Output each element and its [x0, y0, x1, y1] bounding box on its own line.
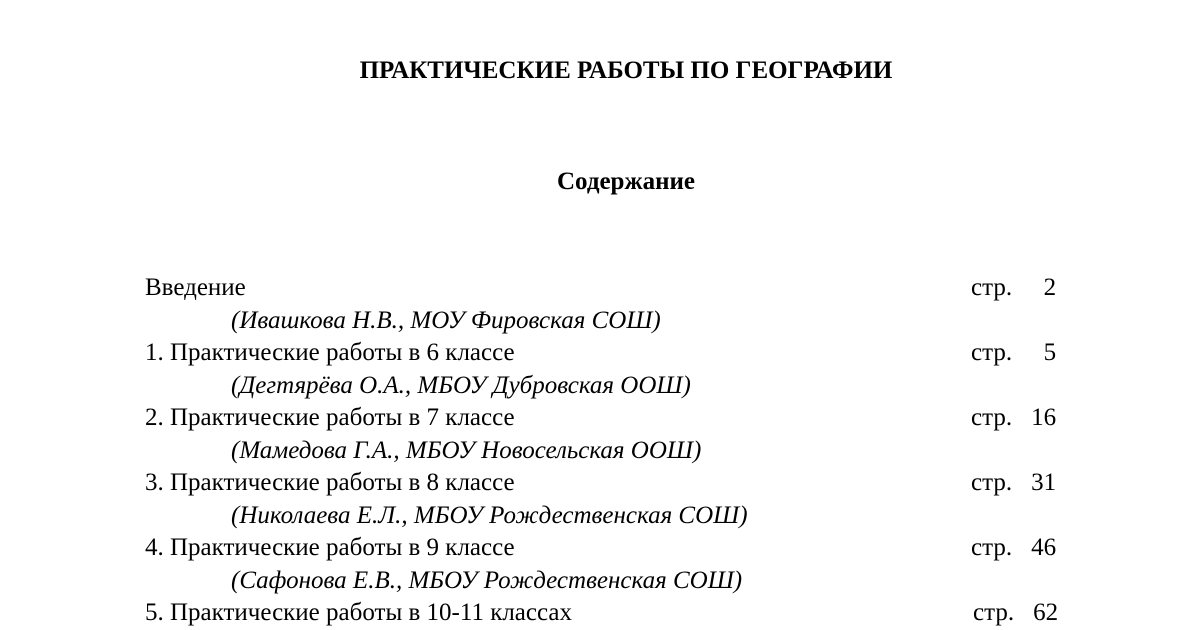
toc-entry-page [971, 272, 1056, 304]
page-number: 16 [1031, 404, 1057, 431]
toc-entry-author: (Ивашкова Н.В., МОУ Фировская СОШ) [231, 307, 661, 334]
toc-entry-page [971, 337, 1056, 369]
page-label: стр. [971, 534, 1013, 561]
toc-entry-title: 5. Практические работы в 10-11 классах [145, 599, 573, 626]
table-of-contents [145, 272, 1145, 630]
toc-entry-introduction[interactable] [145, 272, 1145, 337]
toc-entry-author: (Мамедова Г.А., МБОУ Новосельская ООШ) [231, 437, 702, 464]
page-number: 46 [1031, 534, 1057, 561]
page-number: 31 [1031, 469, 1057, 496]
page-label: стр. [971, 469, 1013, 496]
toc-entry-page [971, 467, 1056, 499]
toc-entry-grade-7[interactable] [145, 402, 1145, 467]
page-label: стр. [971, 274, 1013, 301]
toc-entry-title: 3. Практические работы в 8 классе [145, 469, 515, 496]
toc-entry-page [973, 597, 1058, 629]
toc-entry-author: (Сафонова Е.В., МБОУ Рождественская СОШ) [231, 567, 743, 594]
toc-entry-grade-8[interactable] [145, 467, 1145, 532]
toc-entry-page [971, 402, 1056, 434]
page-label: стр. [971, 404, 1013, 431]
page-number: 62 [1033, 599, 1059, 626]
page-number: 5 [1043, 339, 1057, 366]
page-number: 2 [1043, 274, 1057, 301]
toc-entry-title: 4. Практические работы в 9 классе [145, 534, 515, 561]
toc-entry-grade-10-11[interactable] [145, 597, 1145, 630]
page-label: стр. [973, 599, 1015, 626]
toc-entry-page [971, 532, 1056, 564]
contents-heading: Содержание [556, 168, 695, 195]
toc-entry-title: 2. Практические работы в 7 классе [145, 404, 515, 431]
toc-entry-author: (Дегтярёва О.А., МБОУ Дубровская ООШ) [231, 372, 691, 399]
page-label: стр. [971, 339, 1013, 366]
toc-entry-title: 1. Практические работы в 6 классе [145, 339, 515, 366]
document-title: ПРАКТИЧЕСКИЕ РАБОТЫ ПО ГЕОГРАФИИ [359, 57, 893, 84]
toc-entry-grade-9[interactable] [145, 532, 1145, 597]
toc-entry-grade-6[interactable] [145, 337, 1145, 402]
toc-entry-author: (Николаева Е.Л., МБОУ Рождественская СОШ) [231, 502, 748, 529]
toc-entry-title: Введение [145, 274, 246, 301]
